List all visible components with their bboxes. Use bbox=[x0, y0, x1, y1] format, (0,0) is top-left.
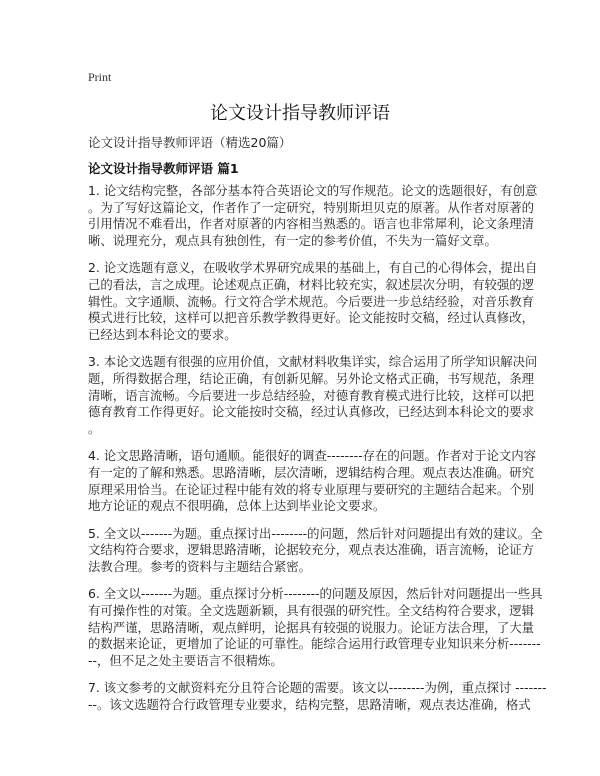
section-heading: 论文设计指导教师评语 篇1 bbox=[88, 161, 239, 176]
paragraph-line: 3. 本论文选题有很强的应用价值，文献材料收集详实，综合运用了所学知识解决问 bbox=[88, 354, 538, 370]
document-body bbox=[88, 183, 547, 725]
paragraph-line: 有可操作性的对策。全文选题新颖，具有很强的研究性。全文结构符合要求，逻辑 bbox=[88, 603, 535, 619]
paragraph-line: 的数据来论证，更增加了论证的可靠性。能综合运用行政管理专业知识来分析------- bbox=[88, 636, 541, 652]
paragraph-line: 7. 该文参考的文献资料充分且符合论题的需要。该文以--------为例，重点探讨 ------- bbox=[88, 680, 547, 696]
paragraph-line: 4. 论文思路清晰，语句通顺。能很好的调查--------存在的问题。作者对于论文内容 bbox=[88, 448, 537, 464]
paragraph bbox=[88, 525, 543, 576]
print-label: Print bbox=[88, 70, 112, 84]
paragraph-line: 原理采用恰当。在论证过程中能有效的将专业原理与要研究的主题结合起来。个别 bbox=[88, 481, 535, 497]
paragraph-line: 地方论证的观点不很明确，总体上达到毕业论文要求。 bbox=[88, 498, 386, 514]
paragraph-line: 结构严谨，思路清晰，观点鲜明，论据具有较强的说服力。论证方法合理，了大量 bbox=[88, 619, 535, 635]
paragraph-line: 辑性。文字通顺、流畅。行文符合学术规范。今后要进一步总结经验，对音乐教育 bbox=[88, 293, 535, 309]
paragraph-line: 5. 全文以-------为题。重点探讨出--------的问题，然后针对问题提出有效的建议。全 bbox=[88, 525, 543, 541]
paragraph bbox=[88, 354, 538, 437]
paragraph-line: 德育教育工作得更好。论文能按时交稿，经过认真修改，已经达到本科论文的要求 bbox=[88, 404, 535, 420]
paragraph bbox=[88, 260, 538, 343]
paragraph-line: 模式进行比较，这样可以把音乐教学教得更好。论文能按时交稿，经过认真修改， bbox=[88, 310, 535, 326]
paragraph-line: 2. 论文选题有意义，在吸收学术界研究成果的基础上，有自己的心得体会，提出自 bbox=[88, 260, 538, 276]
paragraph-line: 己的看法，言之成理。论述观点正确，材料比较充实，叙述层次分明，有较强的逻 bbox=[88, 276, 535, 292]
paragraph bbox=[88, 448, 537, 514]
paragraph-line: 法教合理。参考的资料与主题结合紧密。 bbox=[88, 558, 312, 574]
paragraph-line: 1. 论文结构完整，各部分基本符合英语论文的写作规范。论文的选题很好，有创意 bbox=[88, 183, 538, 198]
paragraph-line: 题，所得数据合理，结论正确，有创新见解。另外论文格式正确，书写规范，条理 bbox=[88, 370, 535, 386]
paragraph bbox=[88, 183, 538, 249]
paragraph-line: --，但不足之处主要语言不很精炼。 bbox=[88, 652, 283, 668]
document-title: 论文设计指导教师评语 bbox=[210, 103, 390, 124]
paragraph-line: 。 bbox=[88, 420, 101, 436]
paragraph-line: 引用情况不难看出，作者对原著的内容相当熟悉的。语言也非常犀利，论文条理清 bbox=[88, 216, 535, 232]
paragraph-line: 文结构符合要求，逻辑思路清晰，论据较充分，观点表达准确，语言流畅，论证方 bbox=[88, 542, 535, 558]
paragraph-line: 清晰，语言流畅。今后要进一步总结经验，对德育教育模式进行比较，这样可以把 bbox=[88, 387, 535, 403]
paragraph-line: 。为了写好这篇论文，作者作了一定研究，特别斯坦贝克的原著。从作者对原著的 bbox=[88, 199, 535, 215]
paragraph-line: 晰、说理充分，观点具有独创性，有一定的参考价值，不失为一篇好文章。 bbox=[88, 232, 497, 248]
paragraph-line: 6. 全文以-------为题。重点探讨分析--------的问题及原因，然后针对问题提出一些具 bbox=[88, 586, 543, 602]
paragraph-line: 已经达到本科论文的要求。 bbox=[88, 326, 237, 342]
document-subtitle: 论文设计指导教师评语（精选20篇） bbox=[88, 135, 292, 150]
paragraph bbox=[88, 680, 547, 713]
paragraph bbox=[88, 586, 543, 669]
paragraph-line: 有一定的了解和熟悉。思路清晰，层次清晰，逻辑结构合理。观点表达准确。研究 bbox=[88, 464, 535, 480]
paragraph-line: --。该文选题符合行政管理专业要求，结构完整，思路清晰，观点表达准确，格式 bbox=[88, 697, 531, 713]
